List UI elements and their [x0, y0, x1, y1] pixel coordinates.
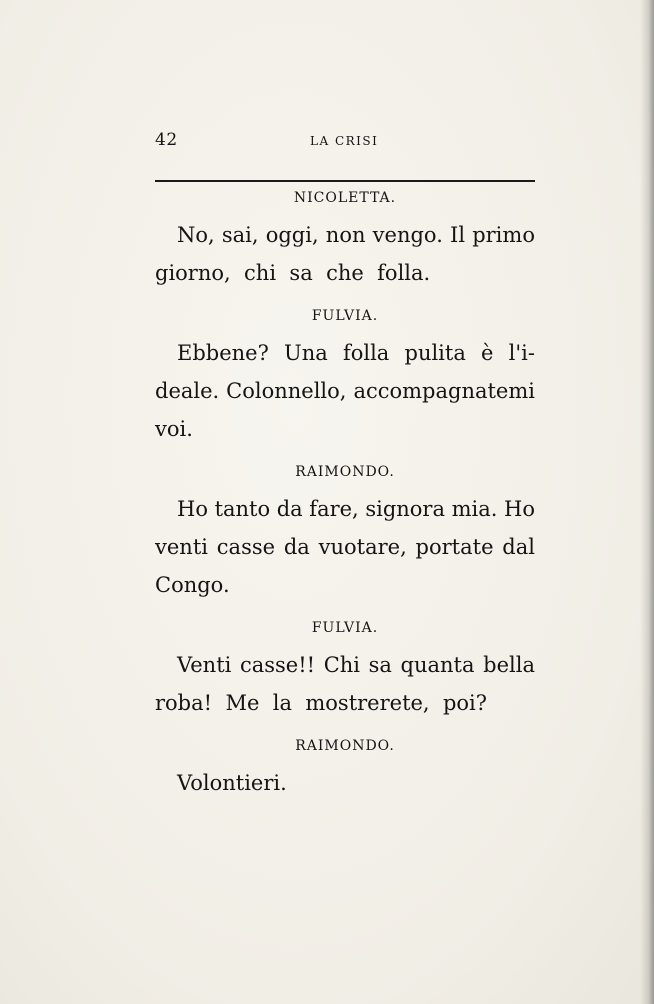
running-title: LA CRISI — [310, 134, 379, 148]
dialogue-line: roba! Me la mostrerete, poi? — [155, 691, 488, 715]
speaker-name: FULVIA. — [311, 620, 379, 636]
dialogue-text — [155, 190, 535, 802]
speaker-name: RAIMONDO. — [295, 464, 395, 480]
speaker-name: RAIMONDO. — [295, 738, 395, 754]
dialogue-line: Volontieri. — [177, 771, 287, 795]
header-rule — [155, 180, 535, 182]
speaker-name: FULVIA. — [311, 308, 379, 324]
dialogue-line: giorno, chi sa che folla. — [155, 261, 431, 285]
dialogue-line: Ho tanto da fare, signora mia. Ho — [177, 497, 535, 521]
dialogue-line: deale. Colonnello, accompagnatemi — [155, 379, 535, 403]
dialogue-line: Venti casse!! Chi sa quanta bella — [177, 653, 535, 677]
dialogue-line: venti casse da vuotare, portate dal — [155, 535, 535, 559]
speaker-name: NICOLETTA. — [293, 190, 397, 206]
page-header — [155, 130, 535, 154]
page-edge-shadow — [640, 0, 654, 1004]
dialogue-line: voi. — [155, 417, 193, 441]
dialogue-line: Congo. — [155, 573, 230, 597]
dialogue-line: Ebbene? Una folla pulita è l'i- — [177, 341, 535, 365]
page-number: 42 — [155, 130, 178, 150]
dialogue-line: No, sai, oggi, non vengo. Il primo — [177, 223, 535, 247]
